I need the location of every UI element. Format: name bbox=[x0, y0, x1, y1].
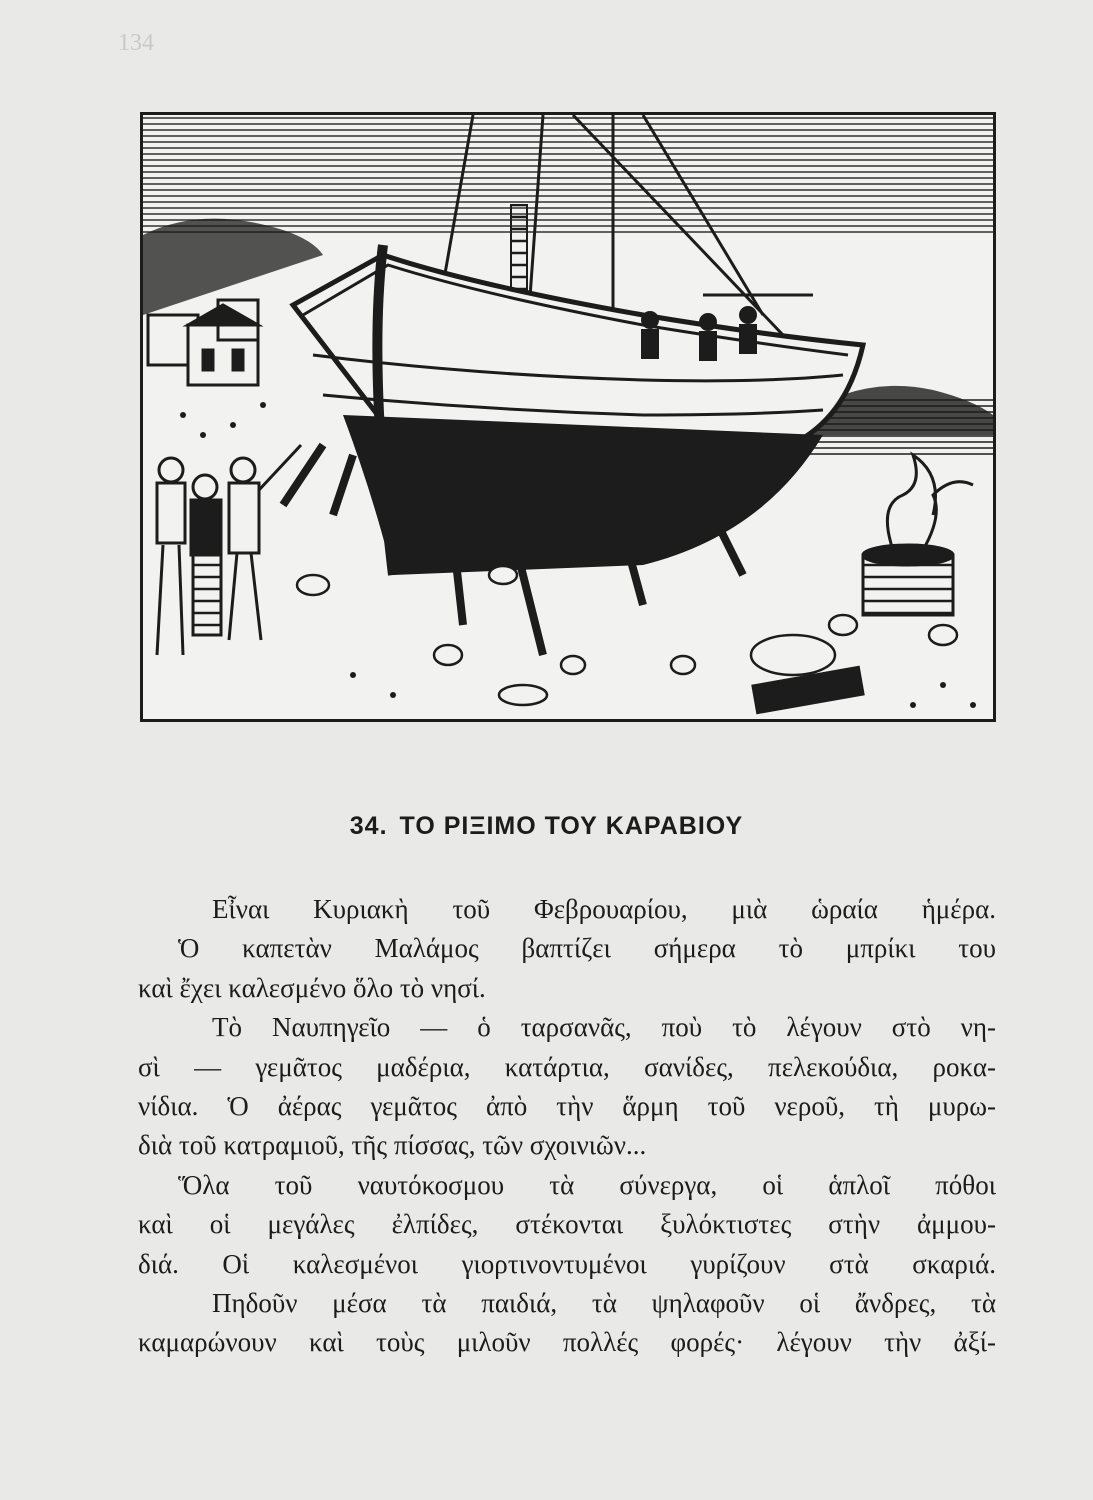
village-houses bbox=[148, 300, 258, 385]
body-text bbox=[138, 890, 996, 1363]
text-line: Ὁ καπετὰν Μαλάμος βαπτίζει σήμερα τὸ μπρίκι του bbox=[178, 933, 996, 964]
men-on-shore bbox=[157, 445, 301, 655]
chapter-title-text: ΤΟ ΡΙΞΙΜΟ ΤΟΥ ΚΑΡΑΒΙΟΥ bbox=[399, 812, 744, 840]
ship-launch-illustration bbox=[140, 112, 996, 722]
text-line: Τὸ Ναυπηγεῖο — ὁ ταρσανᾶς, ποὺ τὸ λέγουν στὸ νη- bbox=[212, 1012, 996, 1043]
text-line: νίδια. Ὁ ἀέρας γεμᾶτος ἀπὸ τὴν ἅρμη τοῦ νεροῦ, τὴ μυρω- bbox=[138, 1091, 996, 1122]
text-line: καὶ οἱ μεγάλες ἐλπίδες, στέκονται ξυλόκτιστες στὴν ἀμμου- bbox=[138, 1209, 996, 1240]
text-line: Εἶναι Κυριακὴ τοῦ Φεβρουαρίου, μιὰ ὡραία ἡμέρα. bbox=[212, 894, 996, 924]
page-number: 134 bbox=[118, 30, 154, 56]
text-line: διά. Οἱ καλεσμένοι γιορτινοντυμένοι γυρίζουν στὰ σκαριά. bbox=[138, 1248, 996, 1279]
text-line: καὶ ἔχει καλεσμένο ὅλο τὸ νησί. bbox=[138, 972, 486, 1003]
text-line: σὶ — γεμᾶτος μαδέρια, κατάρτια, σανίδες, πελεκούδια, ροκα- bbox=[138, 1051, 996, 1082]
text-line: Πηδοῦν μέσα τὰ παιδιά, τὰ ψηλαφοῦν οἱ ἄνδρες, τὰ bbox=[212, 1288, 996, 1319]
text-line: διὰ τοῦ κατραμιοῦ, τῆς πίσσας, τῶν σχοινιῶν... bbox=[138, 1130, 647, 1161]
chapter-number: 34. bbox=[349, 812, 388, 840]
cauldron bbox=[863, 455, 973, 615]
text-line: Ὅλα τοῦ ναυτόκοσμου τὰ σύνεργα, οἱ ἁπλοῖ πόθοι bbox=[178, 1169, 996, 1200]
chapter-title bbox=[0, 812, 1093, 841]
text-line: καμαρώνουν καὶ τοὺς μιλοῦν πολλές φορές· λέγουν τὴν ἀξί- bbox=[138, 1327, 996, 1358]
